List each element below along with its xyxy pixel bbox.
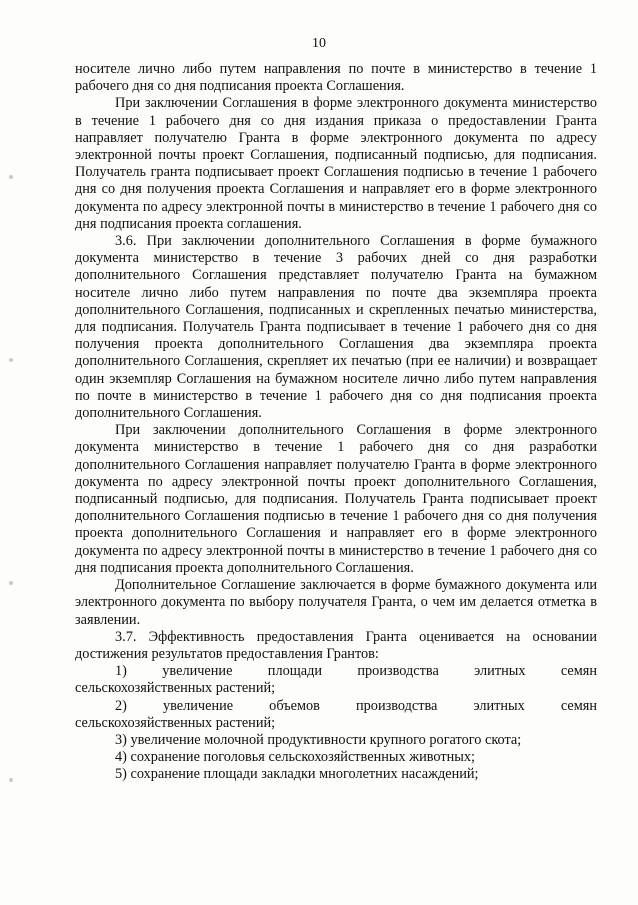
list-item-4-text: 4) сохранение поголовья сельскохозяйственных животных;: [115, 749, 475, 766]
list-item-3: [75, 732, 597, 749]
list-item-1: [75, 663, 597, 697]
scan-speck: [9, 175, 13, 179]
scan-speck: [9, 358, 13, 362]
paragraph-3-7: 3.7. Эффективность предоставления Гранта оценивается на основании достижения результатов предоставления Грантов:: [75, 628, 597, 662]
list-item-4: [75, 749, 597, 766]
list-item-2: [75, 698, 597, 732]
scan-speck: [9, 778, 13, 782]
list-item-3-text: 3) увеличение молочной продуктивности крупного рогатого скота;: [115, 731, 522, 748]
list-item-1-rest: сельскохозяйственных растений;: [75, 680, 276, 697]
paragraph-continuation: носителе лично либо путем направления по почте в министерство в течение 1 рабочего дня со дня подписания проекта Соглашения.: [75, 61, 597, 95]
paragraph-additional-agreement-form: Дополнительное Соглашение заключается в форме бумажного документа или электронного документа по выбору получателя Гранта, о чем им делается отметка в заявлении.: [75, 577, 597, 628]
list-item-2-rest: сельскохозяйственных растений;: [75, 714, 276, 731]
list-item-1-first: 1) увеличение площади производства элитных семян: [115, 663, 597, 680]
list-item-5-text: 5) сохранение площади закладки многолетних насаждений;: [115, 766, 479, 783]
paragraph-3-6: 3.6. При заключении дополнительного Соглашения в форме бумажного документа министерство в течение 3 рабочих дней со дня разработки дополнительного Соглашения представляет получателю Гранта на бумажном носителе лично либо путем направления по почте два экземпляра проекта дополнительного Соглашения, подписанных и скрепленных печатью министерства, для подписания. Получатель Гранта подписывает в течение 1 рабочего дня со дня получения проекта дополнительного Соглашения два экземпляра проекта дополнительного Соглашения, скрепляет их печатью (при ее наличии) и возвращает один экземпляр Соглашения на бумажном носителе лично либо путем направления по почте в министерство в течение 1 рабочего дня со дня подписания проекта дополнительного Соглашения.: [75, 233, 597, 422]
document-body: [75, 61, 597, 784]
list-item-2-first: 2) увеличение объемов производства элитных семян: [115, 697, 597, 714]
page-number: 10: [312, 36, 326, 51]
list-item-5: [75, 766, 597, 783]
scan-speck: [9, 581, 13, 585]
paragraph-electronic-additional-agreement: При заключении дополнительного Соглашения в форме электронного документа министерство в течение 1 рабочего дня со дня разработки дополнительного Соглашения направляет получателю Гранта в форме электронного документа по адресу электронной почты проект дополнительного Соглашения, подписанный подписью, для подписания. Получатель Гранта подписывает проект дополнительного Соглашения подписью в течение 1 рабочего дня со дня получения проекта дополнительного Соглашения и направляет его в форме электронного документа по адресу электронной почты в министерство в течение 1 рабочего дня со дня подписания проекта дополнительного Соглашения.: [75, 422, 597, 576]
paragraph-electronic-agreement: При заключении Соглашения в форме электронного документа министерство в течение 1 рабочего дня со дня издания приказа о предоставлении Гранта направляет получателю Гранта в форме электронного документа по адресу электронной почты проект Соглашения, подписанный подписью, для подписания. Получатель гранта подписывает проект Соглашения подписью в течение 1 рабочего дня со дня получения проекта Соглашения и направляет его в форме электронного документа по адресу электронной почты в министерство в течение 1 рабочего дня со дня подписания проекта соглашения.: [75, 95, 597, 232]
